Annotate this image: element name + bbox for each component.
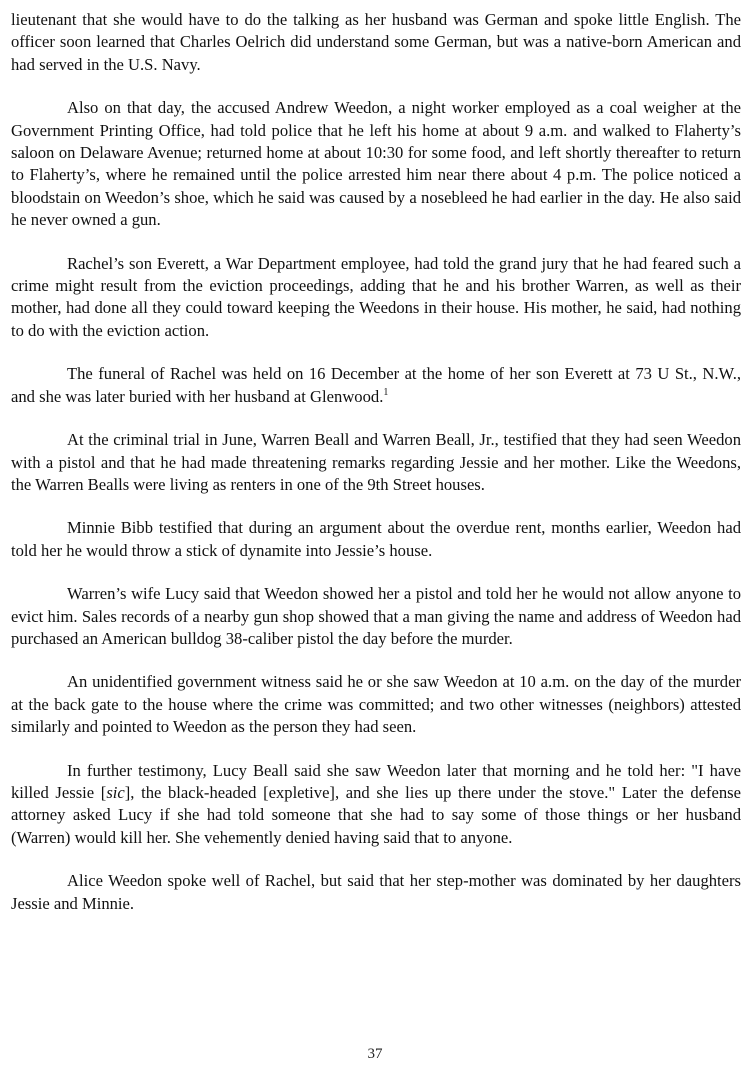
paragraph-8: An unidentified government witness said he or she saw Weedon at 10 a.m. on the day of the murder at the back gate to the house where the crime was committed; and two other witnesses (neighbors) attested similarly and pointed to Weedon as the person they had seen. bbox=[11, 672, 741, 737]
paragraph-9-italic: sic bbox=[106, 782, 125, 802]
document-page bbox=[11, 9, 741, 936]
paragraph-4 bbox=[11, 363, 741, 408]
paragraph-7: Warren’s wife Lucy said that Weedon showed her a pistol and told her he would not allow anyone to evict him. Sales records of a nearby gun shop showed that a man giving the name and address of Weedon had purchased an American bulldog 38-caliber pistol the day before the murder. bbox=[11, 584, 741, 648]
paragraph-4-text: The funeral of Rachel was held on 16 December at the home of her son Everett at 73 U St., N.W., and she was later buried with her husband at Glenwood. bbox=[11, 364, 741, 406]
paragraph-5: At the criminal trial in June, Warren Beall and Warren Beall, Jr., testified that they had seen Weedon with a pistol and that he had made threatening remarks regarding Jessie and her mother. Like the Weedons, the Warren Bealls were living as renters in one of the 9th Street houses. bbox=[11, 430, 741, 494]
paragraph-10: Alice Weedon spoke well of Rachel, but said that her step-mother was dominated by her daughters Jessie and Minnie. bbox=[11, 871, 741, 913]
paragraph-9 bbox=[11, 760, 741, 850]
paragraph-3: Rachel’s son Everett, a War Department employee, had told the grand jury that he had feared such a crime might result from the eviction proceedings, adding that he and his brother Warren, as well as their mother, had done all they could toward keeping the Weedons in their house. His mother, he said, had nothing to do with the eviction action. bbox=[11, 253, 741, 340]
paragraph-6: Minnie Bibb testified that during an argument about the overdue rent, months earlier, Weedon had told her he would throw a stick of dynamite into Jessie’s house. bbox=[11, 518, 741, 560]
paragraph-2: Also on that day, the accused Andrew Weedon, a night worker employed as a coal weigher at the Government Printing Office, had told police that he left his home at about 9 a.m. and walked to Flaherty’s saloon on Delaware Avenue; returned home at about 10:30 for some food, and left shortly thereafter to return to Flaherty’s, where he remained until the police arrested him near there about 4 p.m. The police noticed a bloodstain on Weedon’s shoe, which he said was caused by a nosebleed he had earlier in the day. He also said he never owned a gun. bbox=[11, 98, 741, 230]
footnote-marker: 1 bbox=[383, 386, 389, 398]
paragraph-1: lieutenant that she would have to do the talking as her husband was German and spoke little English. The officer soon learned that Charles Oelrich did understand some German, but was a native-born American and had served in the U.S. Navy. bbox=[11, 10, 741, 74]
paragraph-9-text-after: ], the black-headed [expletive], and she lies up there under the stove." Later the defense attorney asked Lucy if she had told someone that she had to say some of those things or her husband (Warren) would kill her. She vehemently denied having said that to anyone. bbox=[11, 782, 741, 847]
page-number: 37 bbox=[367, 1046, 383, 1062]
paragraph-9-text-before: In further testimony, Lucy Beall said she saw Weedon later that morning and he told her: "I have killed Jessie [ bbox=[11, 760, 741, 802]
